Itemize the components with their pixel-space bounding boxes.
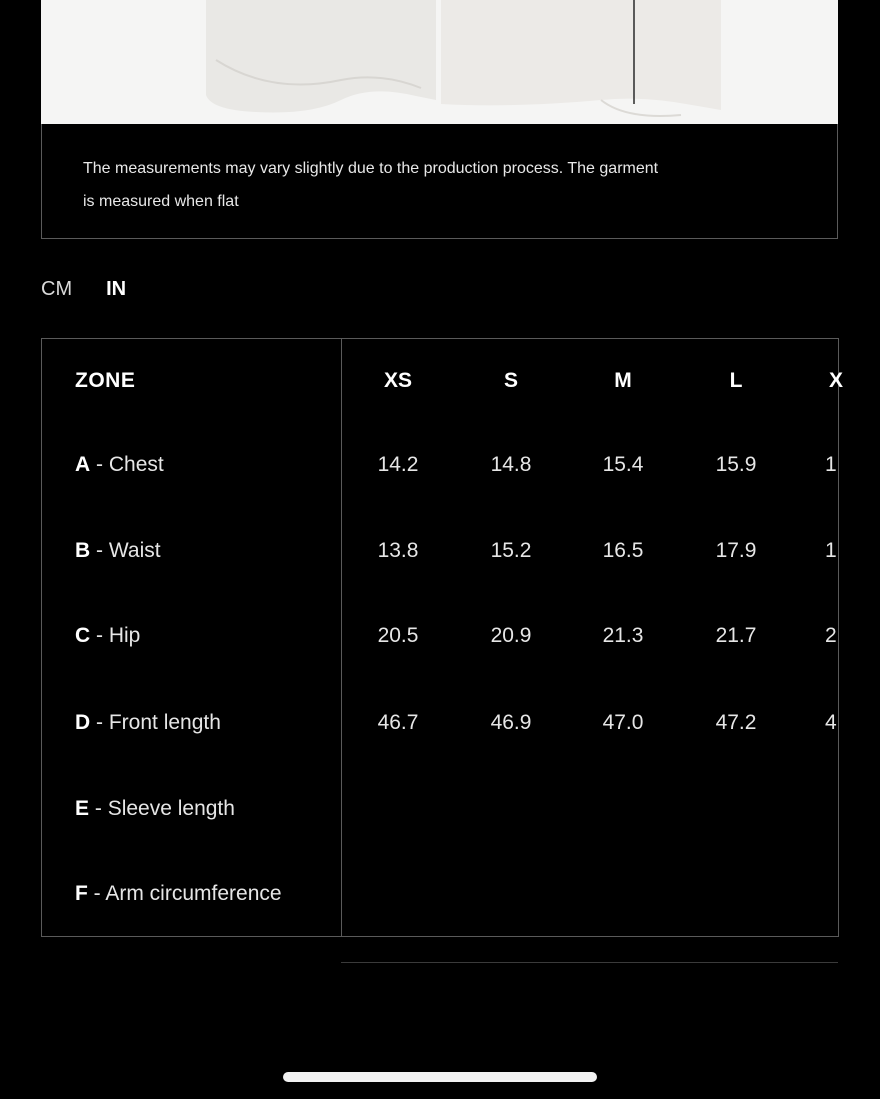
table-cell: 47.2 — [715, 711, 757, 734]
zone-name: Hip — [108, 624, 141, 647]
garment-illustration — [41, 0, 838, 124]
size-header-l: L — [729, 369, 743, 392]
zone-name: Front length — [108, 711, 221, 734]
table-cell: 17.9 — [715, 539, 757, 562]
column-divider — [341, 339, 342, 936]
table-cell: 46.9 — [490, 711, 532, 734]
size-header-xs: XS — [383, 369, 412, 392]
table-row-chest: A - Chest — [75, 453, 164, 476]
note-line-1: The measurements may vary slightly due to the production process. The garment — [83, 160, 659, 177]
divider-line — [341, 962, 838, 963]
note-line-2: is measured when flat — [83, 193, 239, 210]
zone-name: Waist — [108, 539, 161, 562]
table-cell: 21.7 — [715, 624, 757, 647]
table-cell: 1 — [825, 539, 837, 562]
table-row-waist: B - Waist — [75, 539, 161, 562]
table-cell: 15.2 — [490, 539, 532, 562]
unit-cm-button[interactable]: CM — [41, 278, 73, 300]
zone-letter: E — [75, 797, 90, 820]
zone-column — [42, 339, 341, 936]
zone-name: Chest — [108, 453, 164, 476]
unit-in-button[interactable]: IN — [106, 278, 127, 300]
table-cell: 16.5 — [602, 539, 644, 562]
table-cell: 47.0 — [602, 711, 644, 734]
zone-name: Arm circumference — [105, 882, 282, 905]
table-cell: 13.8 — [377, 539, 419, 562]
table-cell: 15.9 — [715, 453, 757, 476]
table-cell: 15.4 — [602, 453, 644, 476]
size-header-m: M — [614, 369, 632, 392]
table-row-hip: C - Hip — [75, 624, 141, 647]
size-header-xl: X — [829, 369, 844, 392]
measurement-note — [41, 124, 838, 239]
zone-letter: B — [75, 539, 91, 562]
measurement-note-text — [83, 152, 803, 218]
table-row-front-length: D - Front length — [75, 711, 221, 734]
zone-letter: D — [75, 711, 91, 734]
home-indicator[interactable] — [283, 1072, 597, 1082]
table-cell: 21.3 — [602, 624, 644, 647]
table-row-sleeve-length: E - Sleeve length — [75, 797, 235, 820]
table-cell: 14.8 — [490, 453, 532, 476]
table-row-arm-circumference: F - Arm circumference — [75, 882, 282, 905]
zone-header: ZONE — [75, 369, 136, 392]
zone-name: Sleeve length — [107, 797, 235, 820]
zone-letter: C — [75, 624, 91, 647]
table-cell: 20.5 — [377, 624, 419, 647]
table-cell: 46.7 — [377, 711, 419, 734]
table-cell: 20.9 — [490, 624, 532, 647]
zone-letter: A — [75, 453, 91, 476]
size-table — [41, 338, 844, 937]
table-cell: 14.2 — [377, 453, 419, 476]
table-cell: 2 — [825, 624, 837, 647]
garment-image — [41, 0, 838, 124]
table-cell: 4 — [825, 711, 837, 734]
size-header-s: S — [503, 369, 518, 392]
table-cell: 1 — [825, 453, 837, 476]
unit-switcher — [41, 278, 126, 301]
zone-letter: F — [75, 882, 88, 905]
